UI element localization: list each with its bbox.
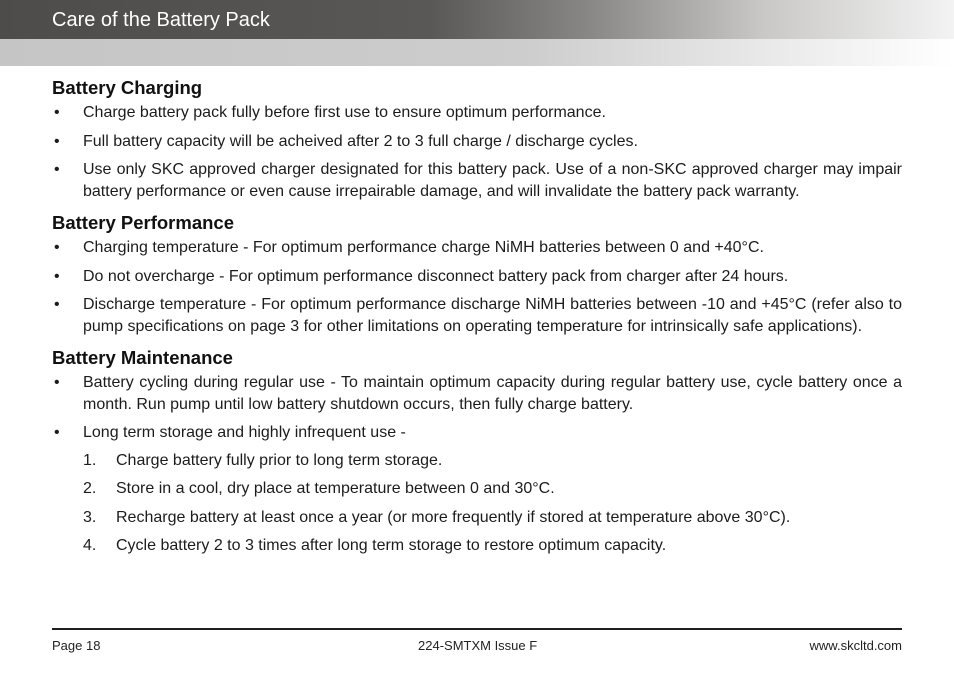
list-item	[52, 372, 902, 415]
numbered-item	[83, 450, 902, 472]
list-item-text: Charging temperature - For optimum performance charge NiMH batteries between 0 and +40°C.	[83, 239, 764, 256]
list-item	[52, 102, 902, 124]
section-heading: Battery Performance	[52, 212, 234, 233]
footer-website: www.skcltd.com	[809, 638, 902, 653]
footer-document-id: 224-SMTXM Issue F	[418, 638, 538, 653]
list-item	[52, 266, 902, 288]
list-item-text: Discharge temperature - For optimum performance discharge NiMH batteries between -10 and +45°C (refer also to pump specifications on page 3 for other limitations on operating temperature for intrinsically safe applications).	[83, 296, 902, 335]
step-text: Recharge battery at least once a year (or more frequently if stored at temperature above 30°C).	[116, 508, 791, 526]
list-item	[52, 159, 902, 202]
bullet-icon: •	[54, 296, 60, 313]
bullet-icon: •	[54, 267, 60, 285]
numbered-list	[52, 450, 902, 557]
list-item	[52, 294, 902, 337]
list-item	[52, 131, 902, 153]
section-battery-charging	[52, 74, 902, 202]
numbered-item	[83, 478, 902, 500]
main-content	[52, 74, 902, 564]
step-number: 4.	[83, 537, 97, 554]
header-bar	[0, 0, 954, 39]
bullet-icon: •	[54, 161, 60, 178]
list-item-text: Do not overcharge - For optimum performance disconnect battery pack from charger after 24 hours.	[83, 267, 789, 285]
bullet-list	[52, 102, 902, 202]
bullet-icon: •	[54, 374, 60, 391]
bullet-list	[52, 237, 902, 337]
step-text: Charge battery fully prior to long term storage.	[116, 451, 443, 469]
bullet-list	[52, 372, 902, 444]
list-item	[52, 422, 902, 444]
step-text: Cycle battery 2 to 3 times after long term storage to restore optimum capacity.	[116, 537, 667, 554]
bullet-icon: •	[54, 239, 60, 256]
list-item	[52, 237, 902, 259]
list-item-text: Charge battery pack fully before first use to ensure optimum performance.	[83, 104, 606, 121]
step-text: Store in a cool, dry place at temperature between 0 and 30°C.	[116, 480, 555, 497]
section-battery-maintenance	[52, 344, 902, 557]
bullet-icon: •	[54, 104, 60, 121]
step-number: 1.	[83, 451, 97, 469]
section-heading: Battery Charging	[52, 77, 203, 98]
footer-divider	[52, 628, 902, 630]
header-subbar	[0, 39, 954, 66]
list-item-text: Full battery capacity will be acheived after 2 to 3 full charge / discharge cycles.	[83, 132, 638, 150]
bullet-icon: •	[54, 424, 60, 441]
list-item-text: Long term storage and highly infrequent use -	[83, 424, 406, 441]
bullet-icon: •	[54, 132, 60, 150]
footer-page-number: Page 18	[52, 638, 101, 653]
section-heading: Battery Maintenance	[52, 347, 233, 368]
list-item-text: Use only SKC approved charger designated for this battery pack. Use of a non-SKC approved charger may impair battery performance or even cause irrepairable damage, and will invalidate the battery pack warranty.	[83, 161, 902, 200]
page-title: Care of the Battery Pack	[52, 9, 270, 31]
section-battery-performance	[52, 209, 902, 337]
step-number: 3.	[83, 508, 97, 526]
list-item-text: Battery cycling during regular use - To maintain optimum capacity during regular battery use, cycle battery once a month. Run pump until low battery shutdown occurs, then fully charge battery.	[83, 374, 902, 413]
numbered-item	[83, 507, 902, 529]
numbered-item	[83, 535, 902, 557]
step-number: 2.	[83, 480, 97, 497]
